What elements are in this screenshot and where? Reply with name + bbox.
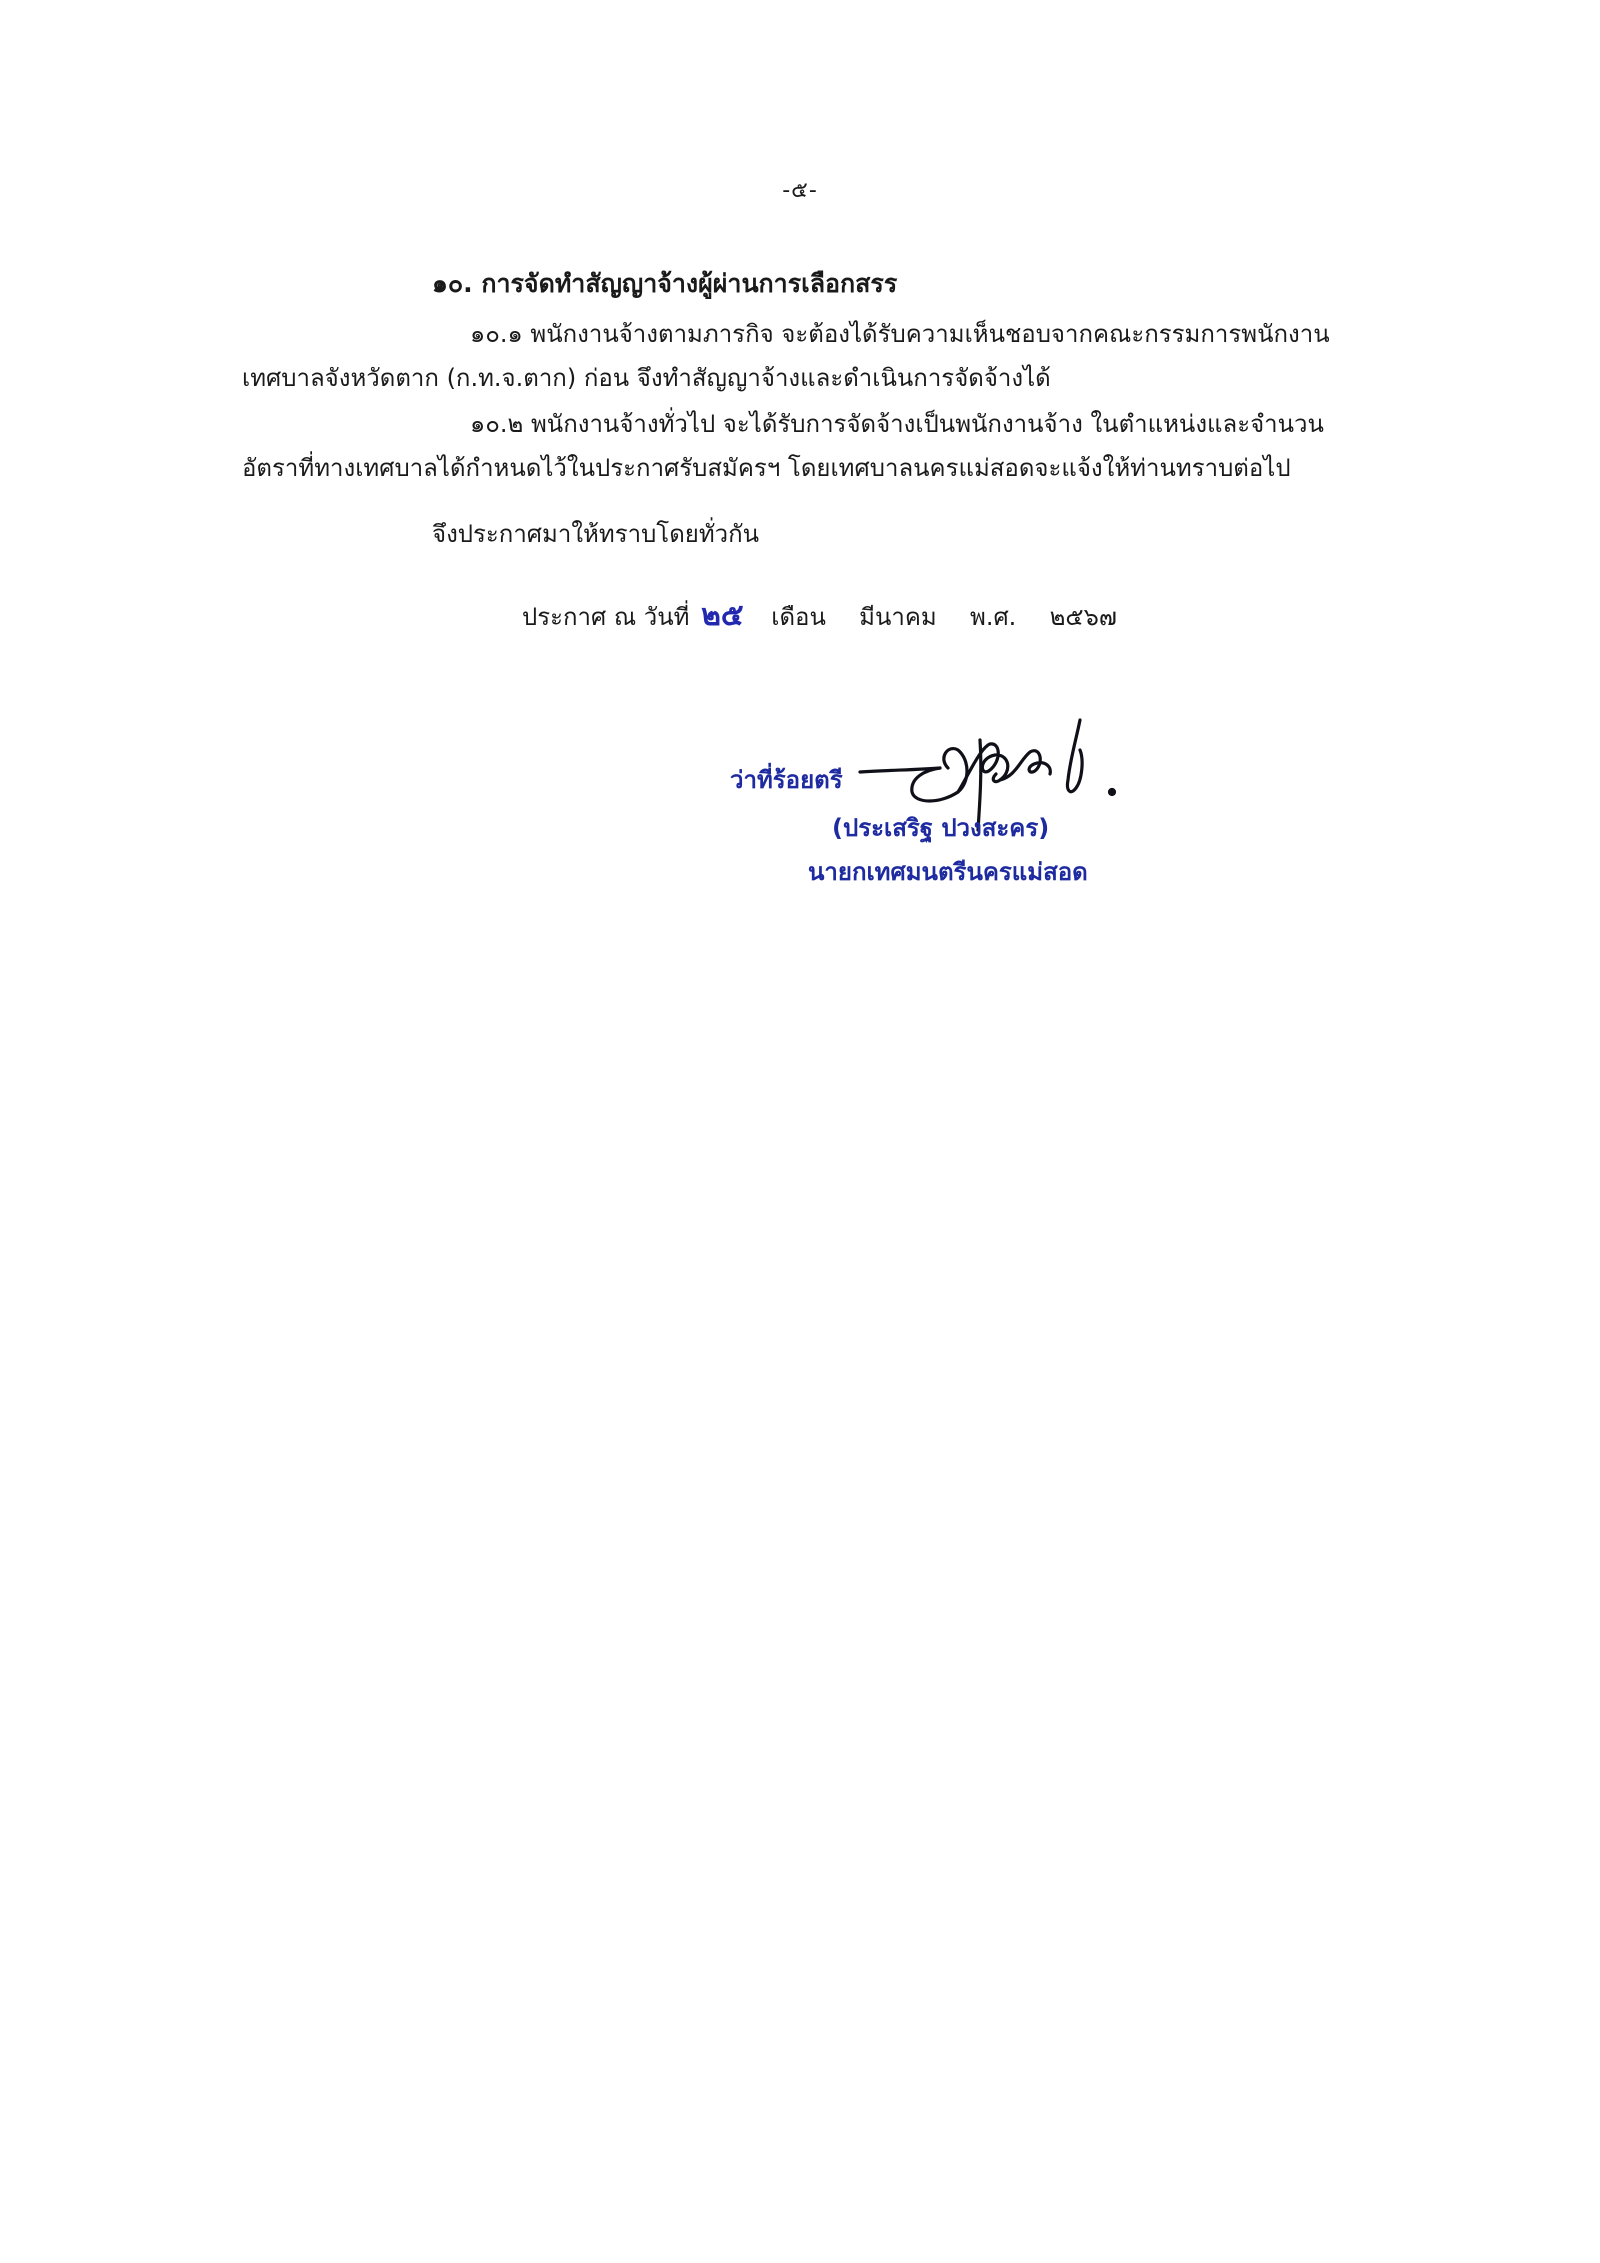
signatory-name: (ประเสริฐ ปวงสะคร) [832,814,1050,842]
section-heading: ๑๐. การจัดทำสัญญาจ้างผู้ผ่านการเลือกสรร [432,269,898,298]
paragraph-line: เทศบาลจังหวัดตาก (ก.ท.จ.ตาก) ก่อน จึงทำสัญญาจ้างและดำเนินการจัดจ้างได้ [242,364,1051,392]
date-month: มีนาคม [859,603,937,631]
paragraph-line: ๑๐.๑ พนักงานจ้างตามภารกิจ จะต้องได้รับความเห็นชอบจากคณะกรรมการพนักงาน [470,320,1330,348]
signature-block [720,700,1160,900]
announcement-date [522,592,1117,639]
closing-statement: จึงประกาศมาให้ทราบโดยทั่วกัน [432,520,760,548]
date-prefix: ประกาศ ณ วันที่ [522,603,690,631]
date-year: ๒๕๖๗ [1049,603,1117,631]
paragraph-line: ๑๐.๒ พนักงานจ้างทั่วไป จะได้รับการจัดจ้างเป็นพนักงานจ้าง ในตำแหน่งและจำนวน [470,410,1324,438]
date-year-label: พ.ศ. [970,603,1017,631]
signatory-title: นายกเทศมนตรีนครแม่สอด [808,858,1088,886]
date-month-label: เดือน [771,603,826,631]
paragraph-line: อัตราที่ทางเทศบาลได้กำหนดไว้ในประกาศรับสมัครฯ โดยเทศบาลนครแม่สอดจะแจ้งให้ท่านทราบต่อไป [242,454,1291,482]
date-day: ๒๕ [701,598,744,633]
signatory-rank: ว่าที่ร้อยตรี [730,766,843,794]
page-number: -๕- [782,178,818,203]
